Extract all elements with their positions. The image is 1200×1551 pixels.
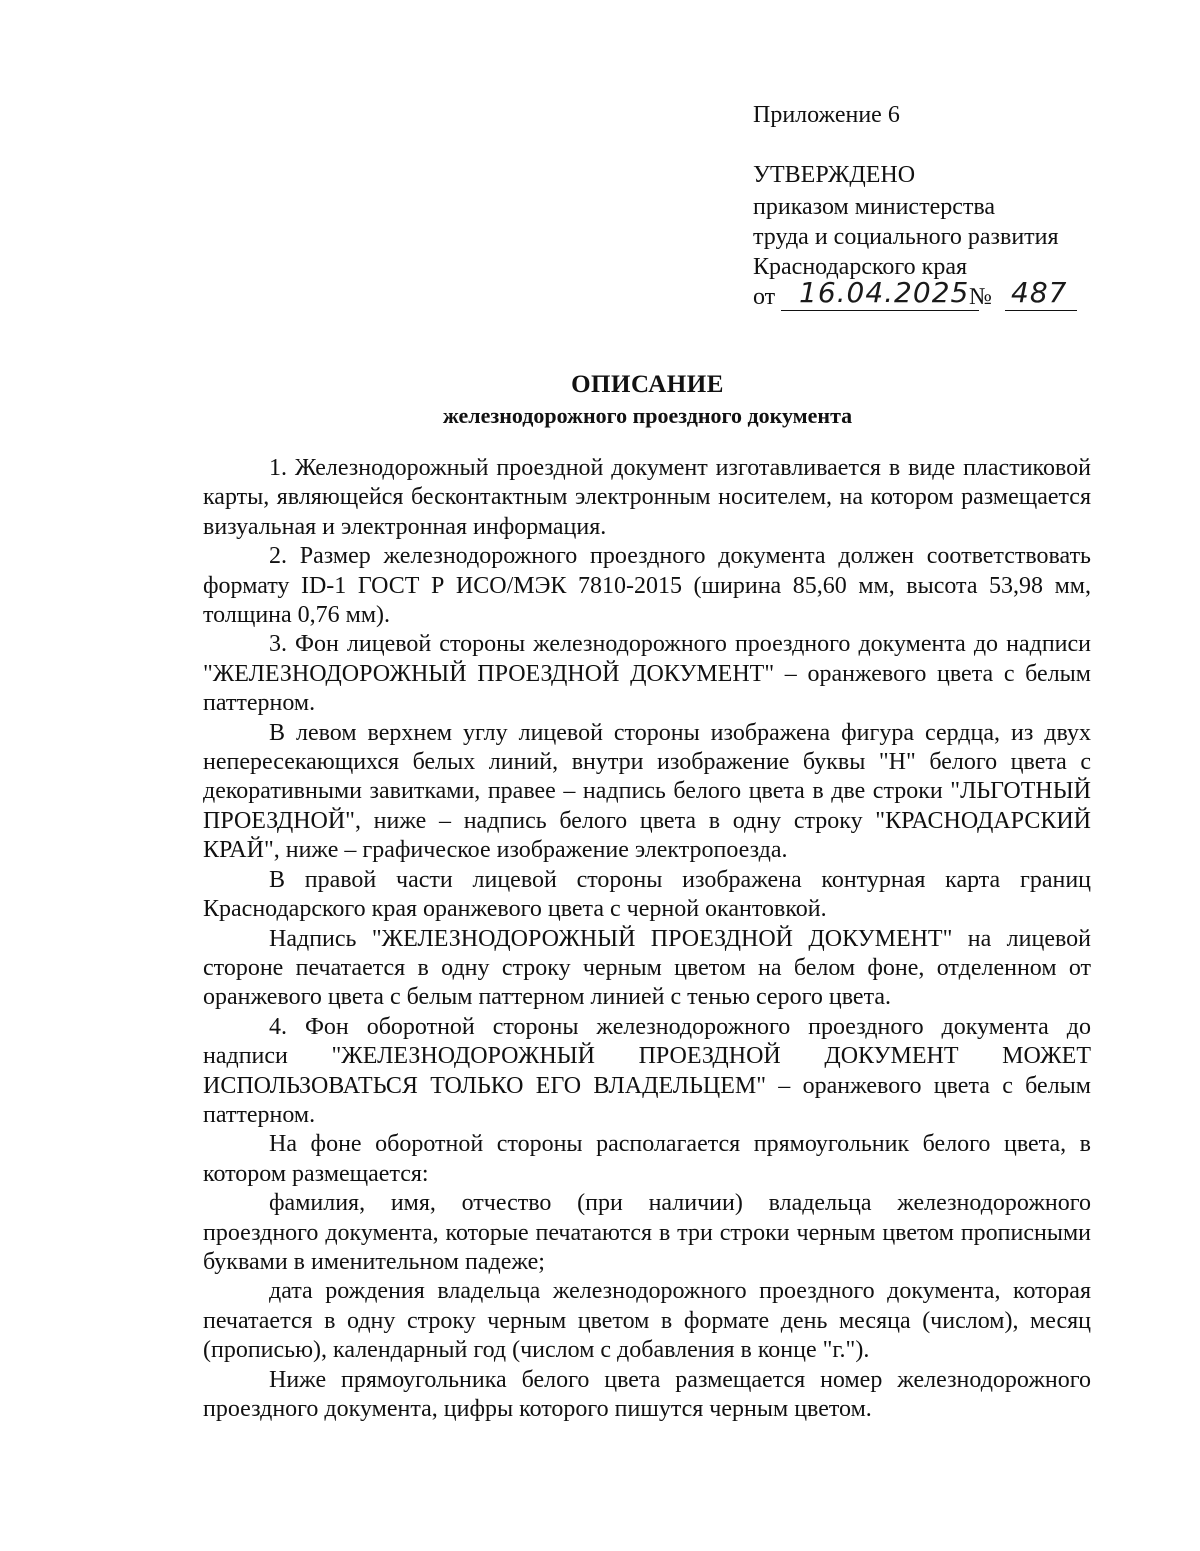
handwritten-number: 487 — [1011, 276, 1068, 309]
paragraph: 4. Фон оборотной стороны железнодорожного проездного документа до надписи "ЖЕЛЕЗНОДОРОЖНЫЙ ПРОЕЗДНОЙ ДОКУМЕНТ МОЖЕТ ИСПОЛЬЗОВАТЬСЯ ТОЛЬКО ЕГО ВЛАДЕЛЬЦЕМ" – оранжевого цвета с белым паттерном. — [203, 1013, 1091, 1128]
paragraph: 1. Железнодорожный проездной документ изготавливается в виде пластиковой карты, являющейся бесконтактным электронным носителем, на котором размещается визуальная и электронная информация. — [203, 455, 1091, 540]
approved-heading: УТВЕРЖДЕНО — [753, 162, 916, 188]
paragraph: В левом верхнем углу лицевой стороны изображена фигура сердца, из двух непересекающихся белых линий, внутри изображение буквы "Н" белого цвета с декоративными завитками, правее – надпись белого цвета в две строки "ЛЬГОТНЫЙ ПРОЕЗДНОЙ", ниже – надпись белого цвета в одну строку "КРАСНОДАРСКИЙ КРАЙ", ниже – графическое изображение электропоезда. — [203, 719, 1091, 864]
appendix-label: Приложение 6 — [753, 102, 900, 128]
document-title — [0, 370, 1200, 431]
title-line-1: ОПИСАНИЕ — [571, 371, 724, 398]
order-date-line — [753, 276, 1083, 316]
document-body — [203, 454, 1091, 1424]
date-field — [781, 276, 979, 311]
paragraph: фамилия, имя, отчество (при наличии) владельца железнодорожного проездного документа, которые печатаются в три строки черным цветом прописными буквами в именительном падеже; — [203, 1190, 1091, 1275]
paragraph: 3. Фон лицевой стороны железнодорожного проездного документа до надписи "ЖЕЛЕЗНОДОРОЖНЫЙ ПРОЕЗДНОЙ ДОКУМЕНТ" – оранжевого цвета с белым паттерном. — [203, 631, 1091, 717]
date-prefix: от — [753, 284, 776, 310]
handwritten-date: 16.04.2025 — [799, 276, 970, 309]
number-label: № — [969, 284, 992, 310]
order-line-2: труда и социального развития — [753, 224, 1059, 250]
number-field — [1005, 276, 1077, 311]
paragraph: 2. Размер железнодорожного проездного документа должен соответствовать формату ID-1 ГОСТ Р ИСО/МЭК 7810-2015 (ширина 85,60 мм, высота 53,98 мм, толщина 0,76 мм). — [203, 543, 1091, 629]
paragraph: Надпись "ЖЕЛЕЗНОДОРОЖНЫЙ ПРОЕЗДНОЙ ДОКУМЕНТ" на лицевой стороне печатается в одну строку черным цветом на белом фоне, отделенном от оранжевого цвета с белым паттерном линией с тенью серого цвета. — [203, 925, 1091, 1011]
title-line-2: железнодорожного проездного документа — [442, 403, 853, 428]
paragraph: дата рождения владельца железнодорожного проездного документа, которая печатается в одну строку черным цветом в формате день месяца (числом), месяц (прописью), календарный год (числом с добавления в конце "г."). — [203, 1278, 1091, 1364]
paragraph: Ниже прямоугольника белого цвета размещается номер железнодорожного проездного документа, цифры которого пишутся черным цветом. — [203, 1366, 1091, 1422]
paragraph: В правой части лицевой стороны изображена контурная карта границ Краснодарского края оранжевого цвета с черной окантовкой. — [203, 866, 1091, 923]
order-line-3: Краснодарского края — [753, 254, 968, 280]
order-line-1: приказом министерства — [753, 194, 996, 220]
paragraph: На фоне оборотной стороны располагается прямоугольник белого цвета, в котором размещается: — [203, 1131, 1091, 1187]
